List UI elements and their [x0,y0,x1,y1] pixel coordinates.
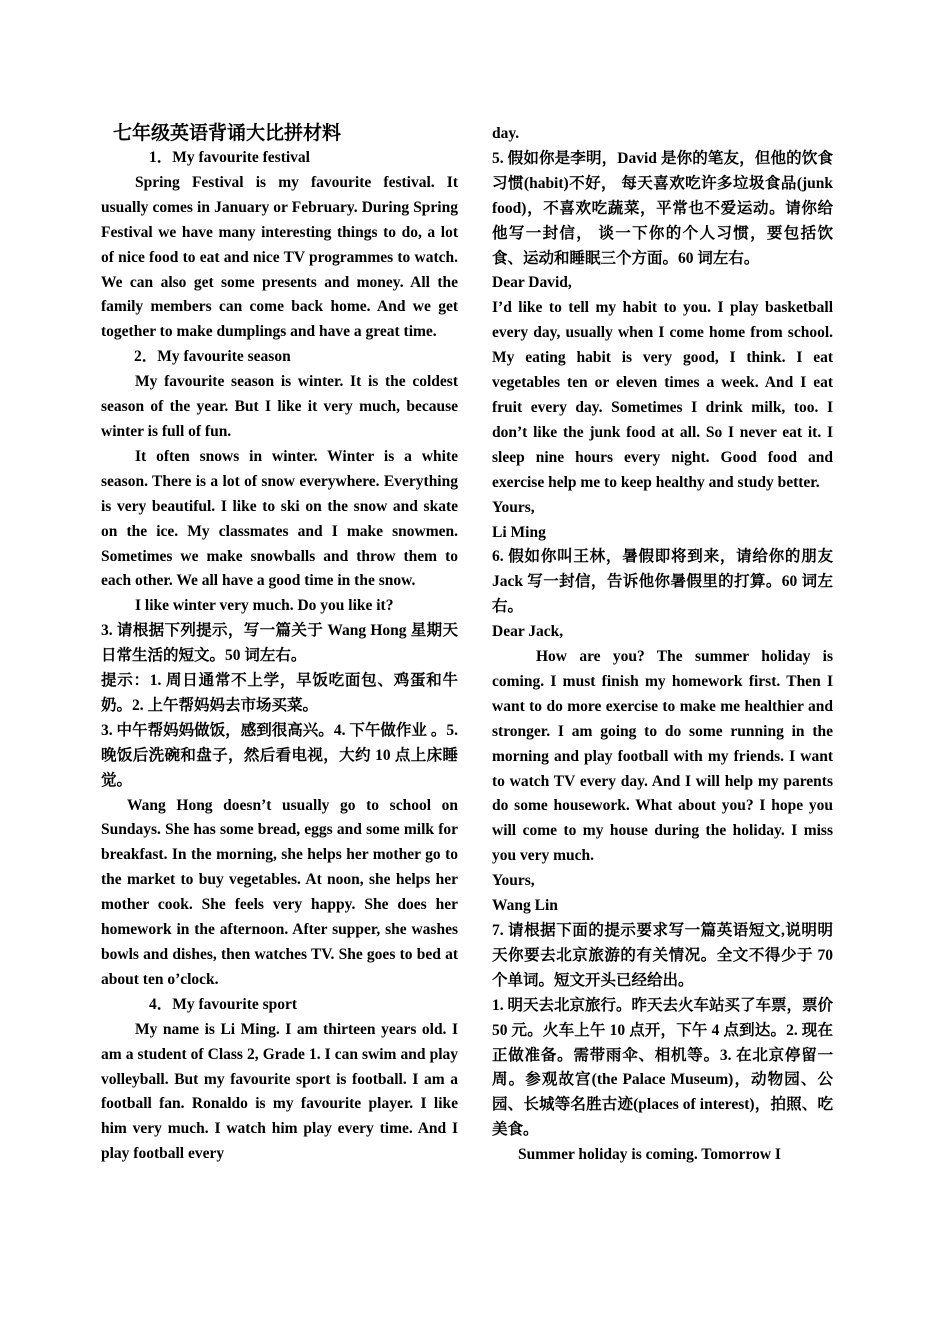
section-4-paragraph: My name is Li Ming. I am thirteen years old. I am a student of Class 2, Grade 1. I can swim and play volleyball. But my favourite sport is football. I am a football fan. Ronaldo is my favourite player. I like him very much. I watch him play every time. And I play football every [101,1020,458,1163]
section-6-prompt: 6. 假如你叫王林，暑假即将到来，请给你的朋友 Jack 写一封信，告诉他你暑假里的打算。60 词左右。 [492,548,833,616]
section-5-prompt: 5. 假如你是李明，David 是你的笔友，但他的饮食习惯(habit)不好， 每天喜欢吃许多垃圾食品(junk food)，不喜欢吃蔬菜，平常也不爱运动。请你给他写一封信， 谈一下你的个人习惯，要包括饮食、运动和睡眠三个方面。60 词左右。 [492,149,833,267]
document-title: 七年级英语背诵大比拼材料 [113,123,342,144]
section-2-heading: 2．My favourite season [134,348,291,366]
section-5-letter-body: I’d like to tell my habit to you. I play basketball every day, usually when I come home from school. My eating habit is very good, I think. I eat vegetables ten or eleven times a week. And I eat fruit every day. Sometimes I drink milk, too. I don’t like the junk food at all. So I never eat it. I sleep nine hours every night. Good food and exercise help me to keep healthy and study better. [492,299,833,491]
section-1-heading: 1．My favourite festival [149,149,310,166]
right-column [492,122,833,1168]
section-7-essay-start: Summer holiday is coming. Tomorrow I [518,1146,781,1164]
section-3-prompt: 3. 请根据下列提示，写一篇关于 Wang Hong 星期天日常生活的短文。50 词左右。 [101,622,458,665]
section-3-hint-2: 3. 中午帮妈妈做饭，感到很高兴。4. 下午做作业 。5. 晚饭后洗碗和盘子，然后看电视，大约 10 点上床睡觉。 [101,721,458,789]
section-4-continuation: day. [492,125,520,142]
section-3-essay: Wang Hong doesn’t usually go to school on Sundays. She has some bread, eggs and some milk for breakfast. In the morning, she helps her mother go to the market to buy vegetables. At noon, she helps her mother cook. She feels very happy. She does her homework in the afternoon. After supper, she washes bowls and dishes, then watches TV. She goes to bed at about ten o’clock. [101,796,458,988]
section-5-greeting: Dear David, [492,274,572,292]
section-6-greeting: Dear Jack, [492,623,564,641]
section-7-hints: 1. 明天去北京旅行。昨天去火车站买了车票，票价 50 元。火车上午 10 点开，下午 4 点到达。2. 现在正做准备。需带雨伞、相机等。3. 在北京停留一周。参观故宫(the Palace Museum)，动物园、公园、长城等名胜古迹(places of interest)，拍照、吃美食。 [492,996,834,1139]
section-2-paragraph-1: My favourite season is winter. It is the coldest season of the year. But I like it very much, because winter is full of fun. [101,373,458,440]
section-3-hint-1: 提示：1. 周日通常不上学，早饭吃面包、鸡蛋和牛奶。2. 上午帮妈妈去市场买菜。 [101,672,458,714]
section-1-paragraph: Spring Festival is my favourite festival. It usually comes in January or February. During Spring Festival we have many interesting things to do, a lot of nice food to eat and nice TV programmes to watch. We can also get some presents and money. All the family members can come back home. And we get together to make dumplings and have a great time. [101,173,458,341]
section-5-signature: Li Ming [492,523,546,541]
section-2-paragraph-2: It often snows in winter. Winter is a white season. There is a lot of snow everywhere. Everything is very beautiful. I like to ski on the snow and skate on the ice. My classmates and I make snowmen. Sometimes we make snowballs and throw them to each other. We all have a good time in the snow. [101,447,458,590]
section-6-letter-body: How are you? The summer holiday is coming. I must finish my homework first. Then I want to do more exercise to make me healthier and stronger. I am going to do some running in the morning and play football with my friends. I want to watch TV every day. And I will help my parents do some housework. What about you? I hope you will come to my house during the holiday. I miss you very much. [492,648,833,865]
section-5-closing: Yours, [492,498,535,516]
section-6-closing: Yours, [492,872,535,890]
left-column [101,122,458,1167]
section-6-signature: Wang Lin [492,897,558,915]
section-2-paragraph-3: I like winter very much. Do you like it? [135,597,394,615]
section-7-prompt: 7. 请根据下面的提示要求写一篇英语短文,说明明天你要去北京旅游的有关情况。全文不得少于 70 个单词。短文开头已经给出。 [492,922,833,989]
section-4-heading: 4．My favourite sport [149,995,298,1013]
